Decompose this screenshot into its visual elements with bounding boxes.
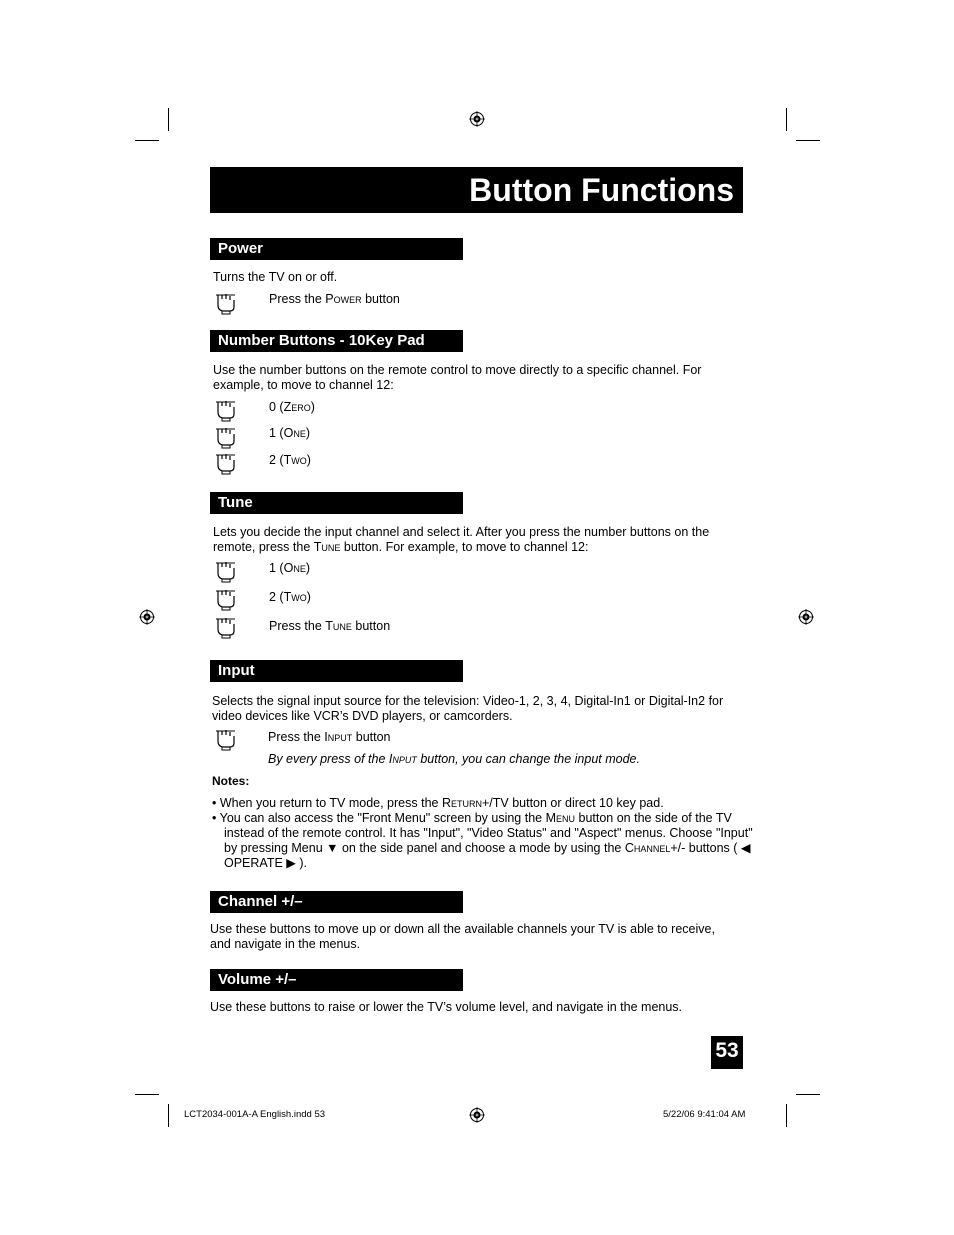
pointing-hand-icon xyxy=(213,559,237,583)
pointing-hand-icon xyxy=(213,425,237,449)
number-description-line2: example, to move to channel 12: xyxy=(213,378,394,392)
input-description-line1: Selects the signal input source for the television: Video-1, 2, 3, 4, Digital-In1 or Digital-In2 for xyxy=(212,694,724,708)
section-heading: Power xyxy=(218,240,264,257)
registration-mark-icon xyxy=(139,609,155,625)
section-header-channel xyxy=(210,891,463,913)
note-item-front-menu: • You can also access the "Front Menu" screen by using the Menu button on the side of the TV instead of the remote control. It has "Input", "Video Status" and "Aspect" menus. Choose "Input" by pressing Menu ▼ on the side panel and choose a mode by using the Channel+/- buttons ( ◀ OPERATE ▶ ). xyxy=(212,811,753,870)
number-step-one: 1 (One) xyxy=(269,426,310,440)
page-number: 53 xyxy=(715,1039,739,1062)
pointing-hand-icon xyxy=(213,587,237,611)
section-header-input xyxy=(210,660,463,682)
section-heading: Tune xyxy=(218,494,253,511)
number-step-two: 2 (Two) xyxy=(269,453,311,467)
number-description-line1: Use the number buttons on the remote control to move directly to a specific channel. For xyxy=(213,363,702,377)
pointing-hand-icon xyxy=(213,291,237,315)
footer-timestamp: 5/22/06 9:41:04 AM xyxy=(663,1109,746,1120)
notes-label: Notes: xyxy=(212,774,250,788)
crop-mark xyxy=(796,140,820,141)
section-heading: Number Buttons - 10Key Pad xyxy=(218,332,425,349)
crop-mark xyxy=(168,1104,169,1127)
pointing-hand-icon xyxy=(213,615,237,639)
tune-step-two: 2 (Two) xyxy=(269,590,311,604)
crop-mark xyxy=(786,1104,787,1127)
input-description-line2: video devices like VCR’s DVD players, or camcorders. xyxy=(212,709,513,723)
section-header-power xyxy=(210,238,463,260)
tune-step-press: Press the Tune button xyxy=(269,619,391,633)
pointing-hand-icon xyxy=(213,727,237,751)
section-header-volume xyxy=(210,969,463,991)
crop-mark xyxy=(796,1094,820,1095)
page-title-bar xyxy=(210,167,743,213)
page-title: Button Functions xyxy=(469,172,734,208)
registration-mark-icon xyxy=(469,1107,485,1123)
section-header-number-buttons xyxy=(210,330,463,352)
number-step-zero: 0 (Zero) xyxy=(269,400,315,414)
channel-description-line1: Use these buttons to move up or down all the available channels your TV is able to receive, xyxy=(210,922,715,936)
section-heading: Volume +/– xyxy=(218,971,297,988)
crop-mark xyxy=(135,1094,159,1095)
pointing-hand-icon xyxy=(213,398,237,422)
footer-file-name: LCT2034-001A-A English.indd 53 xyxy=(184,1109,326,1120)
crop-mark xyxy=(168,108,169,131)
section-heading: Channel +/– xyxy=(218,893,303,910)
crop-mark xyxy=(786,108,787,131)
registration-mark-icon xyxy=(798,609,814,625)
power-description: Turns the TV on or off. xyxy=(213,270,338,284)
power-step: Press the Power button xyxy=(269,292,400,306)
tune-description-line2: remote, press the Tune button. For example, to move to channel 12: xyxy=(213,540,589,554)
tune-step-one: 1 (One) xyxy=(269,561,310,575)
section-heading: Input xyxy=(218,662,255,679)
input-mode-note: By every press of the Input button, you can change the input mode. xyxy=(268,752,640,766)
registration-mark-icon xyxy=(469,111,485,127)
volume-description: Use these buttons to raise or lower the TV’s volume level, and navigate in the menus. xyxy=(210,1000,683,1014)
input-step: Press the Input button xyxy=(268,730,391,744)
channel-description-line2: and navigate in the menus. xyxy=(210,937,361,951)
crop-mark xyxy=(135,140,159,141)
note-item-return: • When you return to TV mode, press the Return+/TV button or direct 10 key pad. xyxy=(212,796,664,810)
page-number-box xyxy=(711,1036,743,1069)
pointing-hand-icon xyxy=(213,451,237,475)
tune-description-line1: Lets you decide the input channel and select it. After you press the number buttons on the xyxy=(213,525,710,539)
section-header-tune xyxy=(210,492,463,514)
